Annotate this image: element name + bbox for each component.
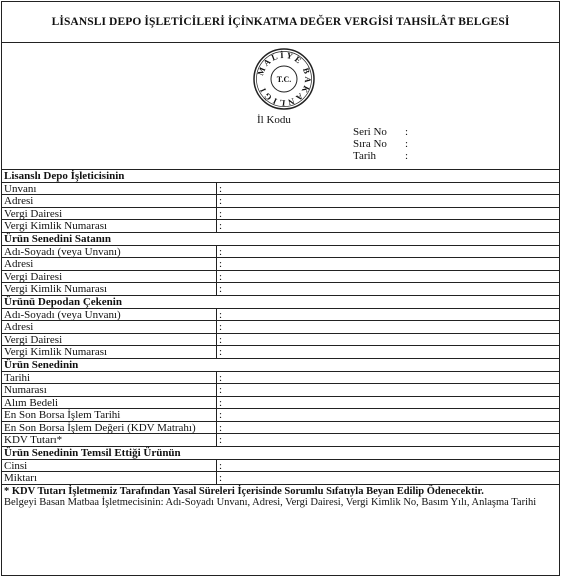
- form-row: [2, 220, 559, 233]
- meta-colon: :: [405, 150, 409, 162]
- field-value[interactable]: :: [219, 472, 223, 485]
- field-value[interactable]: :: [219, 421, 223, 434]
- field-label: Alım Bedeli: [2, 397, 217, 409]
- form-row: [2, 384, 559, 397]
- form-row: [2, 372, 559, 385]
- form-row: [2, 397, 559, 410]
- field-label: Vergi Dairesi: [2, 334, 217, 346]
- section-heading: Ürün Senedini Satanın: [2, 233, 559, 246]
- field-label: Vergi Kimlik Numarası: [2, 283, 217, 295]
- field-label: Numarası: [2, 384, 217, 396]
- field-value[interactable]: :: [219, 308, 223, 321]
- field-label: En Son Borsa İşlem Değeri (KDV Matrahı): [2, 422, 217, 434]
- form-sections: [2, 170, 559, 485]
- form-row: [2, 258, 559, 271]
- field-label: Adresi: [2, 321, 217, 333]
- field-value[interactable]: :: [219, 396, 223, 409]
- meta-colon: :: [405, 126, 409, 138]
- field-value[interactable]: :: [219, 258, 223, 271]
- meta-colon: :: [405, 138, 409, 150]
- form-row: [2, 434, 559, 447]
- meta-row-tarih: [353, 150, 415, 162]
- field-label: Adı-Soyadı (veya Unvanı): [2, 309, 217, 321]
- tax-receipt-form: [1, 1, 560, 576]
- meta-row-seri-no: [353, 126, 415, 138]
- form-row: [2, 183, 559, 196]
- header-box: [2, 43, 559, 170]
- field-label: Adı-Soyadı (veya Unvanı): [2, 246, 217, 258]
- form-row: [2, 346, 559, 359]
- form-row: [2, 409, 559, 422]
- meta-label: Seri No: [353, 126, 387, 138]
- field-label: Miktarı: [2, 472, 217, 484]
- il-kodu-label: İl Kodu: [257, 114, 291, 126]
- form-row: [2, 422, 559, 435]
- field-label: Vergi Dairesi: [2, 208, 217, 220]
- meta-row-sira-no: [353, 138, 415, 150]
- field-value[interactable]: :: [219, 371, 223, 384]
- form-title: LİSANSLI DEPO İŞLETİCİLERİ İÇİNKATMA DEĞER VERGİSİ TAHSİLÂT BELGESİ: [2, 2, 559, 43]
- field-value[interactable]: :: [219, 459, 223, 472]
- form-row: [2, 246, 559, 259]
- form-row: [2, 271, 559, 284]
- section-heading: Lisanslı Depo İşleticisinin: [2, 170, 559, 183]
- field-value[interactable]: :: [219, 333, 223, 346]
- field-value[interactable]: :: [219, 321, 223, 334]
- field-value[interactable]: :: [219, 220, 223, 233]
- form-row: [2, 309, 559, 322]
- field-label: KDV Tutarı*: [2, 434, 217, 446]
- field-label: Cinsi: [2, 460, 217, 472]
- field-value[interactable]: :: [219, 283, 223, 296]
- field-value[interactable]: :: [219, 245, 223, 258]
- field-label: Vergi Kimlik Numarası: [2, 220, 217, 232]
- form-row: [2, 195, 559, 208]
- seal-stamp-icon: [252, 47, 316, 111]
- form-row: [2, 334, 559, 347]
- field-value[interactable]: :: [219, 207, 223, 220]
- section-heading: Ürün Senedinin: [2, 359, 559, 372]
- field-label: Vergi Kimlik Numarası: [2, 346, 217, 358]
- form-row: [2, 472, 559, 485]
- form-row: [2, 283, 559, 296]
- printer-info: Belgeyi Basan Matbaa İşletmecisinin: Adı-Soyadı Unvanı, Adresi, Vergi Dairesi, Vergi Kimlik No, Basım Yılı, Anlaşma Tarihi: [4, 496, 537, 508]
- form-row: [2, 321, 559, 334]
- section-heading: Ürün Senedinin Temsil Ettiği Ürünün: [2, 447, 559, 460]
- field-label: Tarihi: [2, 372, 217, 384]
- field-label: En Son Borsa İşlem Tarihi: [2, 409, 217, 421]
- field-value[interactable]: :: [219, 270, 223, 283]
- footer-note: * KDV Tutarı İşletmemiz Tarafından Yasal Süreleri İçerisinde Sorumlu Sıfatıyla Beyan Edilip Ödenecektir.: [4, 485, 484, 497]
- document-meta: [353, 126, 415, 162]
- form-row: [2, 460, 559, 473]
- field-value[interactable]: :: [219, 384, 223, 397]
- form-footer: [2, 485, 559, 508]
- field-label: Adresi: [2, 195, 217, 207]
- field-value[interactable]: :: [219, 346, 223, 359]
- field-value[interactable]: :: [219, 195, 223, 208]
- field-label: Vergi Dairesi: [2, 271, 217, 283]
- field-value[interactable]: :: [219, 434, 223, 447]
- field-label: Adresi: [2, 258, 217, 270]
- meta-label: Tarih: [353, 150, 377, 162]
- field-value[interactable]: :: [219, 409, 223, 422]
- field-value[interactable]: :: [219, 182, 223, 195]
- field-label: Unvanı: [2, 183, 217, 195]
- section-heading: Ürünü Depodan Çekenin: [2, 296, 559, 309]
- meta-label: Sıra No: [353, 138, 387, 150]
- seal-ring-text: MALİYE BAKANLIĞI: [255, 49, 314, 109]
- form-row: [2, 208, 559, 221]
- seal-center-text: T.C.: [276, 75, 292, 84]
